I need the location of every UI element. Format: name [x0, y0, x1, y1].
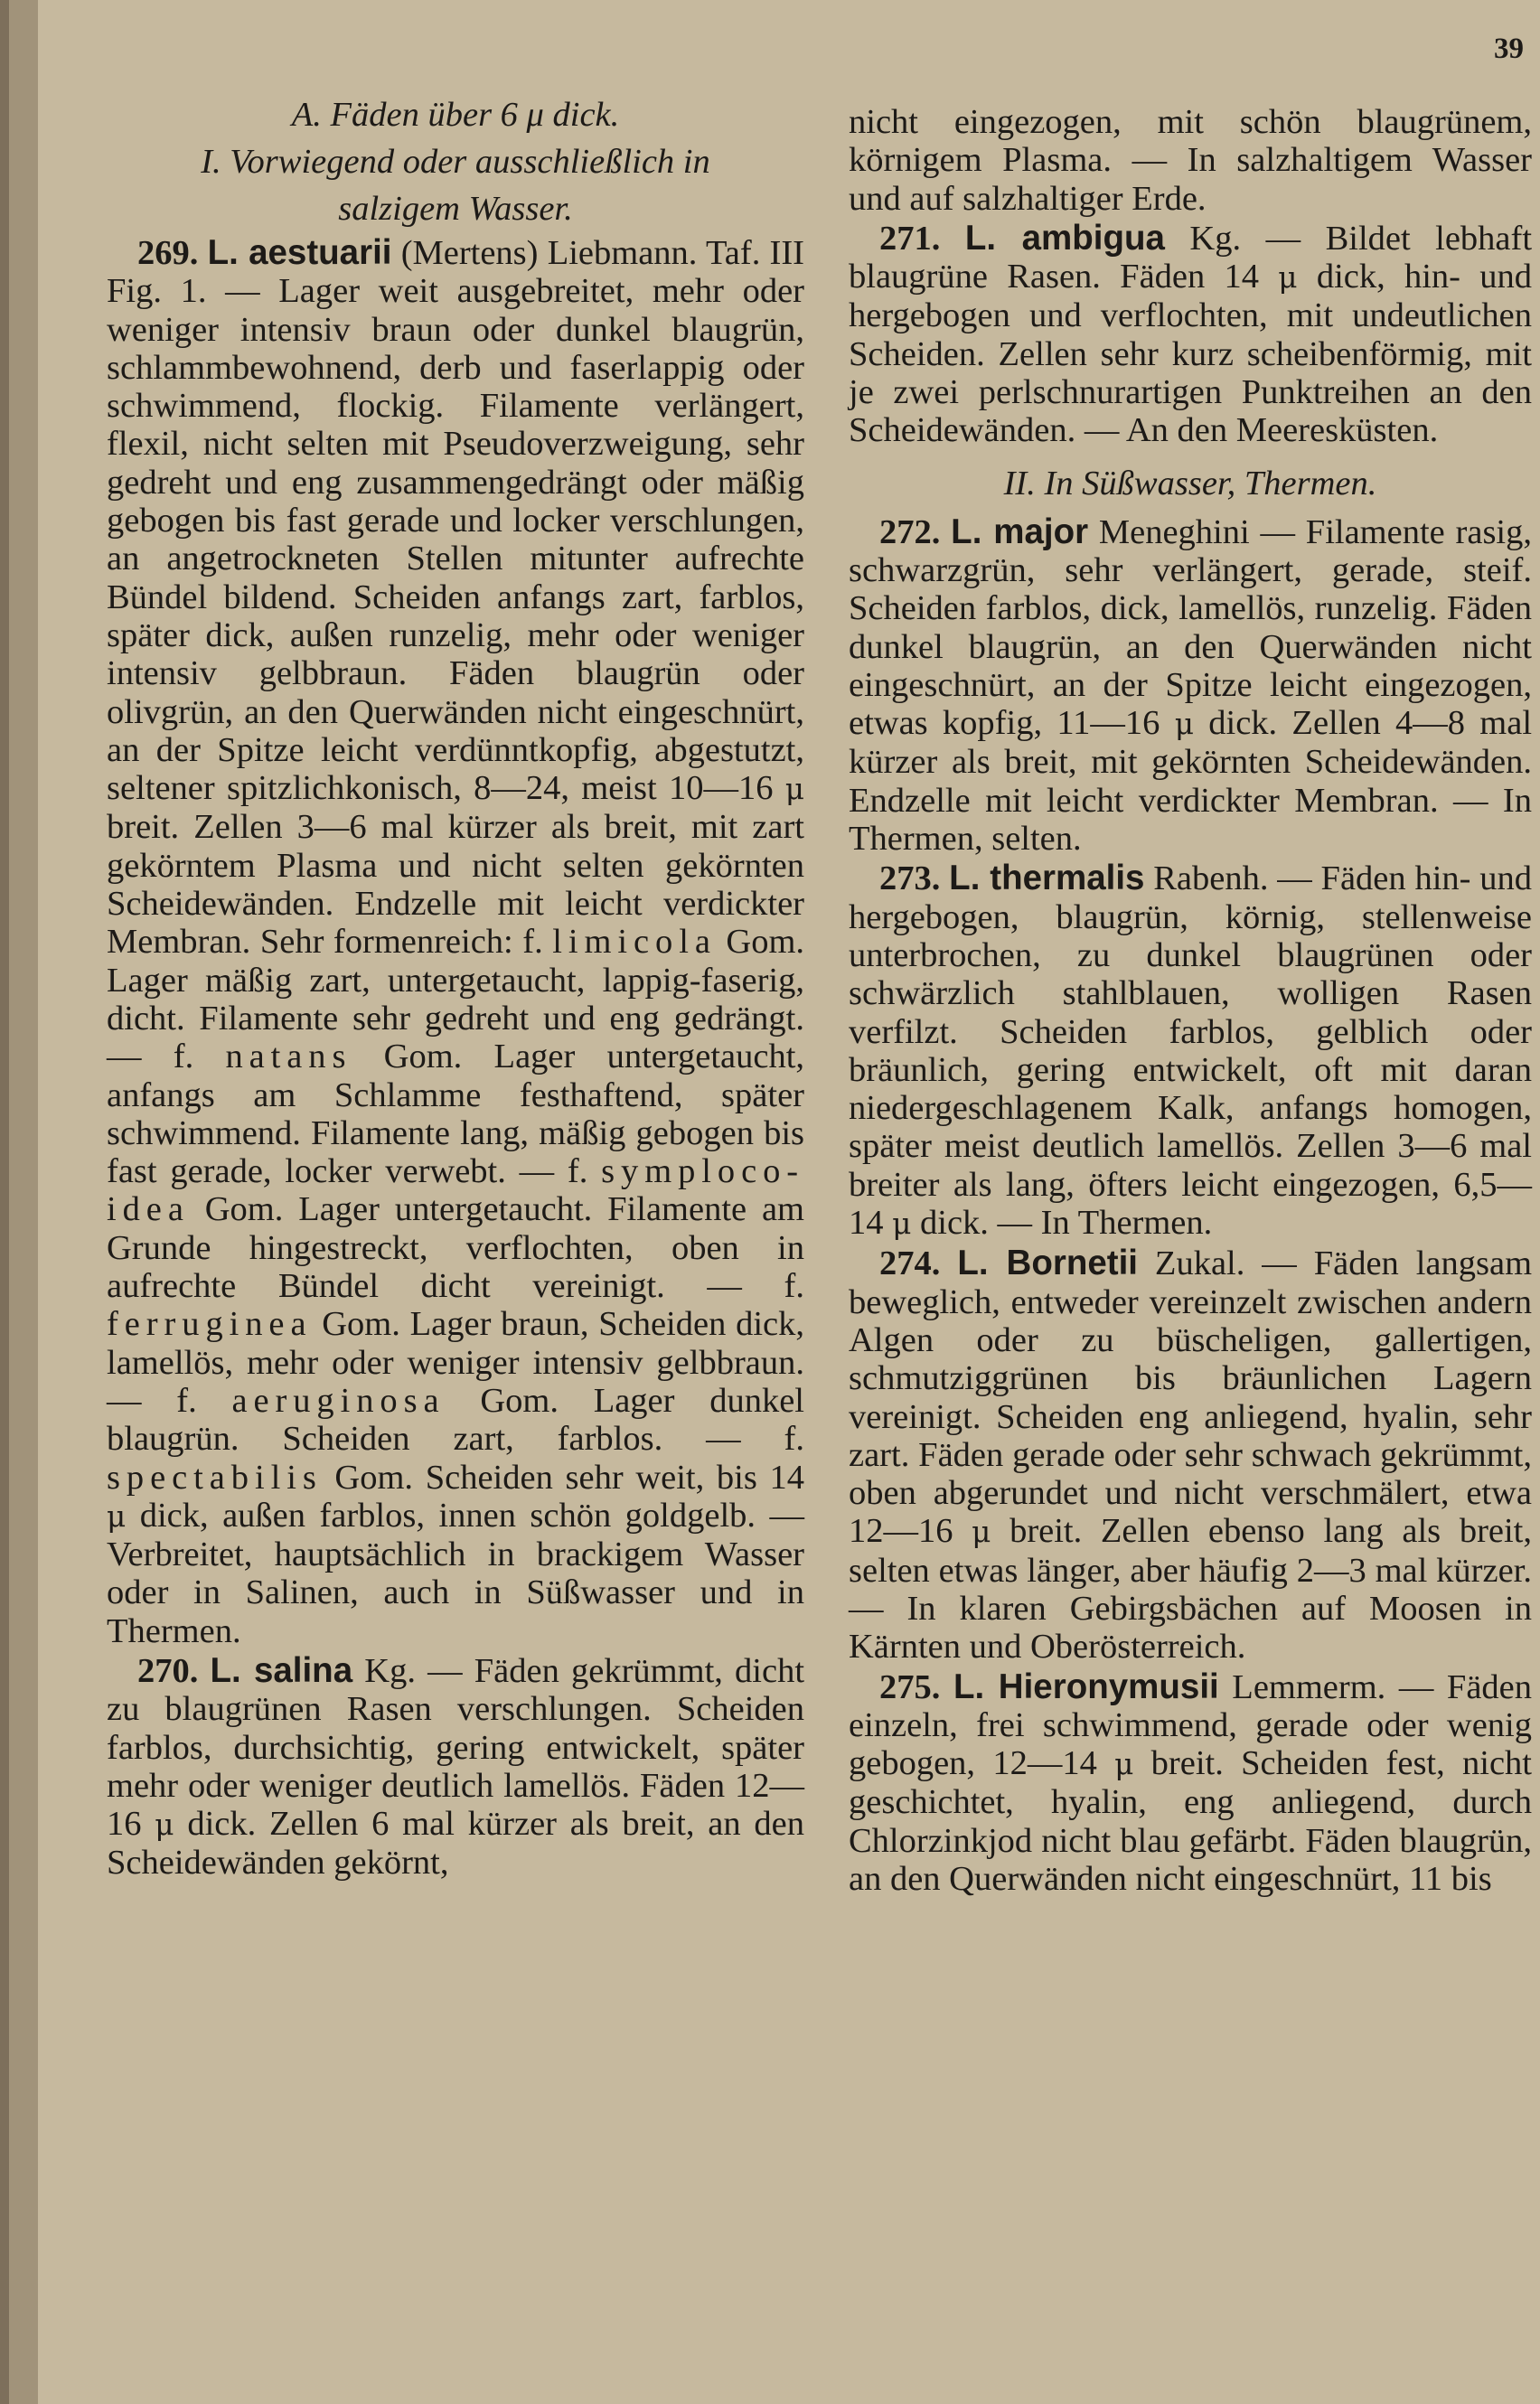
species-author: Kg.	[364, 1651, 416, 1690]
micron-symbol: μ	[1114, 1747, 1134, 1782]
entry-text: dick. Zellen 4—8 mal kürzer als breit, mit gekörnten Scheidewänden. Endzelle mit leicht verdickter Membran. — In Thermen, selten.	[849, 704, 1533, 859]
entry-text: Gom. Lager untergetaucht. Filamente am Grunde hingestreckt, verflochten, oben in aufrechte Bündel dicht vereinigt. — f.	[107, 1190, 804, 1306]
form-name: aeruginosa	[231, 1381, 446, 1420]
species-entry-271	[849, 220, 1532, 450]
entry-number: 269.	[137, 234, 199, 272]
entry-number: 272.	[879, 512, 941, 551]
entry-text: dick, hin- und hergebogen und verflochten, mit undeutlichen Scheiden. Zellen sehr kurz scheibenförmig, mit je zwei perlschnurartigen Punktreihen an den Scheidewänden. — An den Meeresküsten.	[849, 258, 1533, 450]
subsection-heading-2	[849, 460, 1532, 507]
species-name: L. Bornetii	[957, 1244, 1138, 1283]
form-name: symploco-idea	[107, 1152, 805, 1229]
entry-text: Gom. Scheiden sehr weit, bis 14	[334, 1458, 804, 1497]
entry-text: — Fäden hin- und hergebogen, blaugrün, körnig, stellenweise unterbrochen, zu dunkel blaugrünen oder schwärzlich stahlblauen, wolligen Rasen verfilzt. Scheiden farblos, gelblich oder bräunlich, gering entwickelt, oft mit daran niedergeschlagenem Kalk, anfangs homogen, später meist deutlich lamellös. Zellen 3—6 mal breiter als lang, öfters leicht eingezogen, 6,5—14	[849, 859, 1533, 1243]
entry-text: breit. Scheiden fest, nicht geschichtet, hyalin, eng anliegend, durch Chlorzinkjod nicht blau gefärbt. Fäden blaugrün, an den Querwänden nicht eingeschnürt, 11 bis	[849, 1744, 1533, 1899]
subsection-heading-1	[107, 138, 804, 232]
species-entry-275	[849, 1668, 1532, 1899]
species-author: Kg.	[1189, 219, 1242, 258]
entry-text: nicht eingezogen, mit schön blaugrünem, körnigem Plasma. — In salzhaltigem Wasser und auf salzhaltiger Erde.	[849, 103, 1532, 218]
continued-entry-270	[849, 103, 1532, 218]
micron-symbol: μ	[1278, 260, 1298, 296]
species-name: L. thermalis	[949, 859, 1145, 898]
entry-text: Gom. Lager dunkel blaugrün. Scheiden zart, farblos. — f.	[107, 1381, 804, 1459]
micron-symbol: μ	[892, 1207, 912, 1242]
entry-text: dick, außen farblos, innen schön goldgelb. — Verbreitet, hauptsächlich in brackigem Wasser oder in Salinen, auch in Süßwasser und in Thermen.	[107, 1496, 804, 1650]
right-column	[849, 103, 1532, 1898]
heading-a-text: A. Fäden über 6 μ dick.	[291, 96, 620, 134]
previous-page-edge	[9, 0, 42, 2404]
species-entry-273	[849, 859, 1532, 1243]
micron-symbol: μ	[155, 1808, 174, 1843]
species-name: L. major	[951, 512, 1089, 551]
entry-text: dick. Zellen 6 mal kürzer als breit, an den Scheidewänden gekörnt,	[107, 1805, 804, 1883]
species-entry-272	[849, 513, 1532, 859]
heading-1-line2: salzigem Wasser.	[338, 190, 573, 228]
heading-2-text: II. In Süßwasser, Thermen.	[1003, 464, 1377, 502]
entry-text: — Fäden langsam beweglich, entweder vereinzelt zwischen andern Algen oder zu büscheligen, gallertigen, schmutziggrünen bis bräunlichen Lagern vereinigt. Scheiden eng anliegend, hyalin, sehr zart. Fäden gerade oder sehr schwach gekrümmt, oben abgerundet und nicht verschmälert, etwa 12—16	[849, 1244, 1533, 1551]
entry-text: breit. Zellen ebenso lang als breit, selten etwas länger, aber häufig 2—3 mal kürzer. — In klaren Gebirgsbächen auf Moosen in Kärnten und Oberösterreich.	[849, 1512, 1532, 1667]
entry-number: 273.	[879, 859, 941, 898]
species-author: Zukal.	[1154, 1244, 1245, 1283]
species-entry-270	[107, 1652, 804, 1883]
species-entry-269	[107, 234, 804, 1650]
page-number: 39	[1494, 33, 1524, 65]
book-page	[38, 0, 1540, 2404]
species-author: Meneghini	[1098, 512, 1250, 551]
micron-symbol: μ	[107, 1498, 127, 1534]
left-column	[107, 91, 804, 1883]
entry-number: 275.	[879, 1667, 941, 1706]
species-author: Lemmerm.	[1232, 1667, 1386, 1706]
entry-number: 270.	[137, 1651, 199, 1690]
species-name: L. salina	[210, 1650, 353, 1690]
species-name: L. ambigua	[964, 218, 1165, 258]
species-entry-274	[849, 1244, 1532, 1666]
form-name: spectabilis	[107, 1458, 323, 1497]
entry-text: dick. — In Thermen.	[920, 1204, 1213, 1243]
entry-text: breit. Zellen 3—6 mal kürzer als breit, mit zart gekörntem Plasma und nicht selten gekörnten Scheidewänden. Endzelle mit leicht verdickter Membran. Sehr formenreich: f.	[107, 808, 804, 962]
entry-text: Gom. Lager mäßig zart, untergetaucht, lappig-faserig, dicht. Filamente sehr gedreht und eng gedrängt. — f.	[107, 923, 805, 1076]
entry-text: Gom. Lager braun, Scheiden dick, lamellös, mehr oder weniger intensiv gelbbraun. — f.	[107, 1305, 804, 1420]
species-name: L. aestuarii	[207, 233, 392, 272]
species-author: Rabenh.	[1153, 859, 1269, 898]
form-name: natans	[225, 1038, 352, 1076]
entry-text: — Fäden einzeln, frei schwimmend, gerade oder wenig gebogen, 12—14	[849, 1667, 1533, 1783]
section-heading-a	[107, 91, 804, 138]
entry-number: 271.	[879, 219, 941, 258]
micron-symbol: μ	[784, 772, 804, 807]
entry-text: — Filamente rasig, schwarzgrün, sehr verlängert, gerade, steif. Scheiden farblos, dick, lamellös, runzelig. Fäden dunkel blaugrün, an den Querwänden nicht eingeschnürt, an der Spitze leicht eingezogen, etwas kopfig, 11—16	[849, 512, 1533, 743]
species-name: L. Hieronymusii	[953, 1667, 1219, 1706]
entry-text: — Bildet lebhaft blaugrüne Rasen. Fäden 14	[849, 219, 1533, 296]
form-name: ferruginea	[107, 1305, 313, 1344]
micron-symbol: μ	[972, 1515, 991, 1550]
entry-text: Gom. Lager untergetaucht, anfangs am Schlamme festhaftend, später schwimmend. Filamente lang, mäßig gebogen bis fast gerade, locker verwebt. — f.	[107, 1038, 805, 1191]
book-gutter	[0, 0, 42, 2404]
form-name: limicola	[552, 923, 717, 962]
entry-text: Taf. III Fig. 1. — Lager weit ausgebreitet, mehr oder weniger intensiv braun oder dunkel blaugrün, schlammbewohnend, derb und faserlappig oder schwimmend, flockig. Filamente verlängert, flexil, nicht selten mit Pseudoverzweigung, sehr gedreht und eng zusammengedrängt oder mäßig gebogen bis fast gerade und locker verschlungen, an angetrockneten Stellen mitunter aufrechte Bündel bildend. Scheiden anfangs zart, farblos, später dick, außen runzelig, mehr oder weniger intensiv gelbbraun. Fäden blaugrün oder olivgrün, an den Querwänden nicht eingeschnürt, an der Spitze leicht verdünntkopfig, abgestutzt, seltener spitzlichkonisch, 8—24, meist 10—16	[107, 234, 804, 808]
species-author: (Mertens) Liebmann.	[400, 234, 698, 272]
entry-number: 274.	[879, 1244, 941, 1283]
micron-symbol: μ	[1174, 707, 1194, 742]
entry-text: — Fäden gekrümmt, dicht zu blaugrünen Rasen verschlungen. Scheiden farblos, durchsichtig, gering entwickelt, später mehr oder weniger deutlich lamellös. Fäden 12—16	[107, 1651, 805, 1844]
heading-1-line1: I. Vorwiegend oder ausschließlich in	[201, 143, 710, 181]
